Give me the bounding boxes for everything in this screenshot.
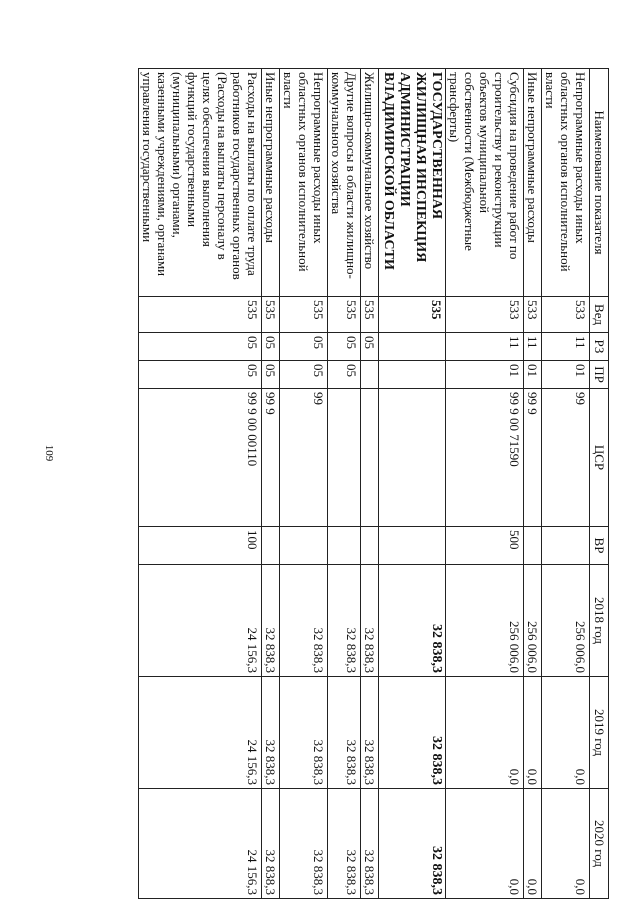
- row-rz: 05: [328, 333, 361, 361]
- budget-table: [138, 68, 609, 899]
- row-pr: 01: [446, 361, 524, 389]
- row-2020: 32 838,3: [262, 789, 280, 899]
- row-pr: 05: [262, 361, 280, 389]
- row-2018: 256 006,0: [446, 565, 524, 677]
- row-vr: 100: [139, 527, 262, 565]
- row-ved: 533: [446, 297, 524, 333]
- row-name: Другие вопросы в области жилищно-коммунального хозяйства: [328, 69, 361, 297]
- header-name: Наименование показателя: [590, 69, 609, 297]
- header-2018: 2018 год: [590, 565, 609, 677]
- row-pr: [379, 361, 446, 389]
- row-2019: 0,0: [542, 677, 590, 789]
- row-2020: 32 838,3: [280, 789, 328, 899]
- row-2020: 32 838,3: [361, 789, 379, 899]
- row-csr: [379, 389, 446, 527]
- row-2018: 32 838,3: [280, 565, 328, 677]
- header-pr: ПР: [590, 361, 609, 389]
- row-name: Иные непрограммные расходы: [524, 69, 542, 297]
- table-row: [262, 69, 280, 899]
- row-2020: 0,0: [446, 789, 524, 899]
- table-row-department: [379, 69, 446, 899]
- row-2019: 32 838,3: [328, 677, 361, 789]
- row-vr: [524, 527, 542, 565]
- header-vr: ВР: [590, 527, 609, 565]
- table-row: [280, 69, 328, 899]
- row-2020: 0,0: [542, 789, 590, 899]
- table-row: [139, 69, 262, 899]
- row-2018: 32 838,3: [328, 565, 361, 677]
- row-pr: 01: [542, 361, 590, 389]
- row-2019: 32 838,3: [262, 677, 280, 789]
- row-csr: 99 9: [524, 389, 542, 527]
- table-row: [446, 69, 524, 899]
- row-rz: 11: [524, 333, 542, 361]
- row-vr: 500: [446, 527, 524, 565]
- row-pr: 05: [280, 361, 328, 389]
- row-rz: 05: [139, 333, 262, 361]
- row-2018: 32 838,3: [379, 565, 446, 677]
- row-2018: 32 838,3: [361, 565, 379, 677]
- row-rz: 05: [262, 333, 280, 361]
- row-2018: 32 838,3: [262, 565, 280, 677]
- row-2019: 0,0: [446, 677, 524, 789]
- row-2019: 32 838,3: [280, 677, 328, 789]
- row-name: Иные непрограммные расходы: [262, 69, 280, 297]
- row-2020: 24 156,3: [139, 789, 262, 899]
- row-2019: 32 838,3: [379, 677, 446, 789]
- table-row: [542, 69, 590, 899]
- row-csr: 99 9 00 71590: [446, 389, 524, 527]
- row-2020: 32 838,3: [328, 789, 361, 899]
- row-pr: 01: [524, 361, 542, 389]
- table-row: [524, 69, 542, 899]
- row-csr: 99: [280, 389, 328, 527]
- row-pr: [361, 361, 379, 389]
- row-name: Непрограммные расходы иных областных органов исполнительной власти: [542, 69, 590, 297]
- row-ved: 535: [379, 297, 446, 333]
- row-2020: 0,0: [524, 789, 542, 899]
- header-2019: 2019 год: [590, 677, 609, 789]
- row-2019: 0,0: [524, 677, 542, 789]
- row-vr: [379, 527, 446, 565]
- row-csr: [328, 389, 361, 527]
- row-rz: 05: [280, 333, 328, 361]
- row-2019: 24 156,3: [139, 677, 262, 789]
- row-name: Жилищно-коммунальное хозяйство: [361, 69, 379, 297]
- row-2018: 256 006,0: [524, 565, 542, 677]
- row-name: Расходы на выплаты по оплате труда работников государственных органов (Расходы на выплаты персоналу в целях обеспечения выполнения функций государственными (муниципальными) органами, казенными учреждениями, органами управления государственными: [139, 69, 262, 297]
- row-rz: [379, 333, 446, 361]
- row-2018: 24 156,3: [139, 565, 262, 677]
- header-2020: 2020 год: [590, 789, 609, 899]
- row-2020: 32 838,3: [379, 789, 446, 899]
- row-csr: 99 9 00 00110: [139, 389, 262, 527]
- row-vr: [280, 527, 328, 565]
- row-2019: 32 838,3: [361, 677, 379, 789]
- row-2018: 256 006,0: [542, 565, 590, 677]
- header-csr: ЦСР: [590, 389, 609, 527]
- table-row: [361, 69, 379, 899]
- table-header-row: [590, 69, 609, 899]
- row-vr: [542, 527, 590, 565]
- row-name: ГОСУДАРСТВЕННАЯ ЖИЛИЩНАЯ ИНСПЕКЦИЯ АДМИНИСТРАЦИИ ВЛАДИМИРСКОЙ ОБЛАСТИ: [379, 69, 446, 297]
- row-ved: 535: [328, 297, 361, 333]
- budget-table-container: [89, 68, 609, 898]
- row-rz: 05: [361, 333, 379, 361]
- row-rz: 11: [542, 333, 590, 361]
- row-csr: [361, 389, 379, 527]
- row-vr: [262, 527, 280, 565]
- row-pr: 05: [328, 361, 361, 389]
- table-row: [328, 69, 361, 899]
- header-ved: Вед: [590, 297, 609, 333]
- row-ved: 535: [361, 297, 379, 333]
- row-ved: 533: [524, 297, 542, 333]
- header-rz: РЗ: [590, 333, 609, 361]
- row-vr: [328, 527, 361, 565]
- row-rz: 11: [446, 333, 524, 361]
- row-csr: 99: [542, 389, 590, 527]
- row-csr: 99 9: [262, 389, 280, 527]
- row-ved: 535: [262, 297, 280, 333]
- row-vr: [361, 527, 379, 565]
- row-ved: 535: [139, 297, 262, 333]
- row-pr: 05: [139, 361, 262, 389]
- row-name: Непрограммные расходы иных областных органов исполнительной власти: [280, 69, 328, 297]
- row-ved: 535: [280, 297, 328, 333]
- page-number: 109: [43, 444, 55, 462]
- row-name: Субсидия на проведение работ по строительству и реконструкции объектов муниципальной собственности (Межбюджетные трансферты): [446, 69, 524, 297]
- row-ved: 533: [542, 297, 590, 333]
